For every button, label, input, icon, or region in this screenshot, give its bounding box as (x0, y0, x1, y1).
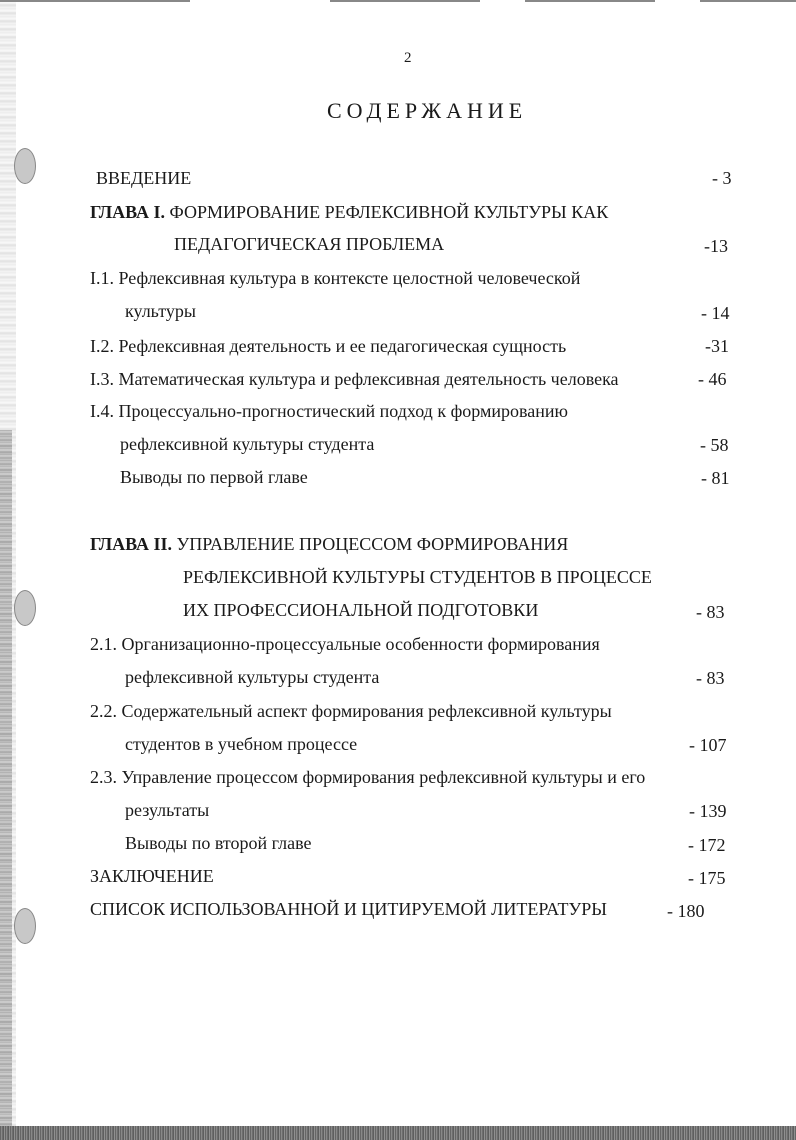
scan-edge-bottom (0, 1126, 796, 1140)
toc-section-2-3-page: - 139 (689, 801, 727, 821)
toc-section-1-2: I.2. Рефлексивная деятельность и ее педагогическая сущность (90, 336, 567, 356)
toc-chapter-2-title-line3: ИХ ПРОФЕССИОНАЛЬНОЙ ПОДГОТОВКИ (183, 600, 539, 620)
binding-hole (14, 590, 36, 626)
toc-chapter-2-conclusions-page: - 172 (688, 835, 726, 855)
toc-section-1-1-line2: культуры (125, 301, 196, 321)
page-title: СОДЕРЖАНИЕ (327, 98, 528, 123)
toc-chapter-1-page: -13 (704, 236, 728, 256)
toc-section-2-3-line1: 2.3. Управление процессом формирования рефлексивной культуры и его (90, 767, 646, 787)
toc-section-2-2-line2: студентов в учебном процессе (125, 734, 358, 754)
toc-section-1-3-page: - 46 (698, 369, 727, 389)
scan-edge-left-dark (0, 430, 12, 1140)
toc-chapter-1-prefix: ГЛАВА I. (90, 202, 166, 222)
toc-chapter-2-conclusions: Выводы по второй главе (125, 833, 312, 853)
toc-chapter-1-conclusions-page: - 81 (701, 468, 730, 488)
toc-section-2-2-line1: 2.2. Содержательный аспект формирования рефлексивной культуры (90, 701, 612, 721)
scan-edge-top (525, 0, 655, 2)
toc-intro-page: - 3 (712, 168, 732, 188)
scan-edge-top (700, 0, 796, 2)
toc-section-1-4-line2: рефлексивной культуры студента (120, 434, 375, 454)
toc-chapter-2-prefix: ГЛАВА II. (90, 534, 173, 554)
scan-edge-top (330, 0, 480, 2)
toc-section-1-4-line1: I.4. Процессуально-прогностический подход к формированию (90, 401, 568, 421)
page-number: 2 (404, 50, 412, 66)
toc-conclusion-page: - 175 (688, 868, 726, 888)
toc-chapter-2-title-line2: РЕФЛЕКСИВНОЙ КУЛЬТУРЫ СТУДЕНТОВ В ПРОЦЕССЕ (183, 567, 652, 587)
toc-section-1-1-line1: I.1. Рефлексивная культура в контексте целостной человеческой (90, 268, 581, 288)
toc-section-2-3-line2: результаты (125, 800, 210, 820)
toc-chapter-2-heading (90, 534, 568, 555)
toc-conclusion: ЗАКЛЮЧЕНИЕ (90, 866, 214, 886)
toc-section-2-1-line1: 2.1. Организационно-процессуальные особенности формирования (90, 634, 600, 654)
scan-edge-top (0, 0, 190, 2)
toc-chapter-1-title-line2: ПЕДАГОГИЧЕСКАЯ ПРОБЛЕМА (174, 234, 445, 254)
binding-hole (14, 148, 36, 184)
toc-intro: ВВЕДЕНИЕ (96, 168, 192, 188)
toc-section-1-4-page: - 58 (700, 435, 729, 455)
toc-section-2-2-page: - 107 (689, 735, 727, 755)
toc-chapter-1-heading (90, 202, 608, 223)
toc-references-page: - 180 (667, 901, 705, 921)
binding-hole (14, 908, 36, 944)
toc-section-2-1-line2: рефлексивной культуры студента (125, 667, 380, 687)
toc-chapter-2-page: - 83 (696, 602, 725, 622)
toc-chapter-1-title-line1: ФОРМИРОВАНИЕ РЕФЛЕКСИВНОЙ КУЛЬТУРЫ КАК (169, 202, 609, 222)
toc-references: СПИСОК ИСПОЛЬЗОВАННОЙ И ЦИТИРУЕМОЙ ЛИТЕРАТУРЫ (90, 899, 607, 919)
toc-chapter-1-conclusions: Выводы по первой главе (120, 467, 308, 487)
toc-section-1-2-page: -31 (705, 336, 729, 356)
toc-section-1-1-page: - 14 (701, 303, 730, 323)
toc-chapter-2-title-line1: УПРАВЛЕНИЕ ПРОЦЕССОМ ФОРМИРОВАНИЯ (176, 534, 569, 554)
toc-section-1-3: I.3. Математическая культура и рефлексивная деятельность человека (90, 369, 619, 389)
toc-section-2-1-page: - 83 (696, 668, 725, 688)
